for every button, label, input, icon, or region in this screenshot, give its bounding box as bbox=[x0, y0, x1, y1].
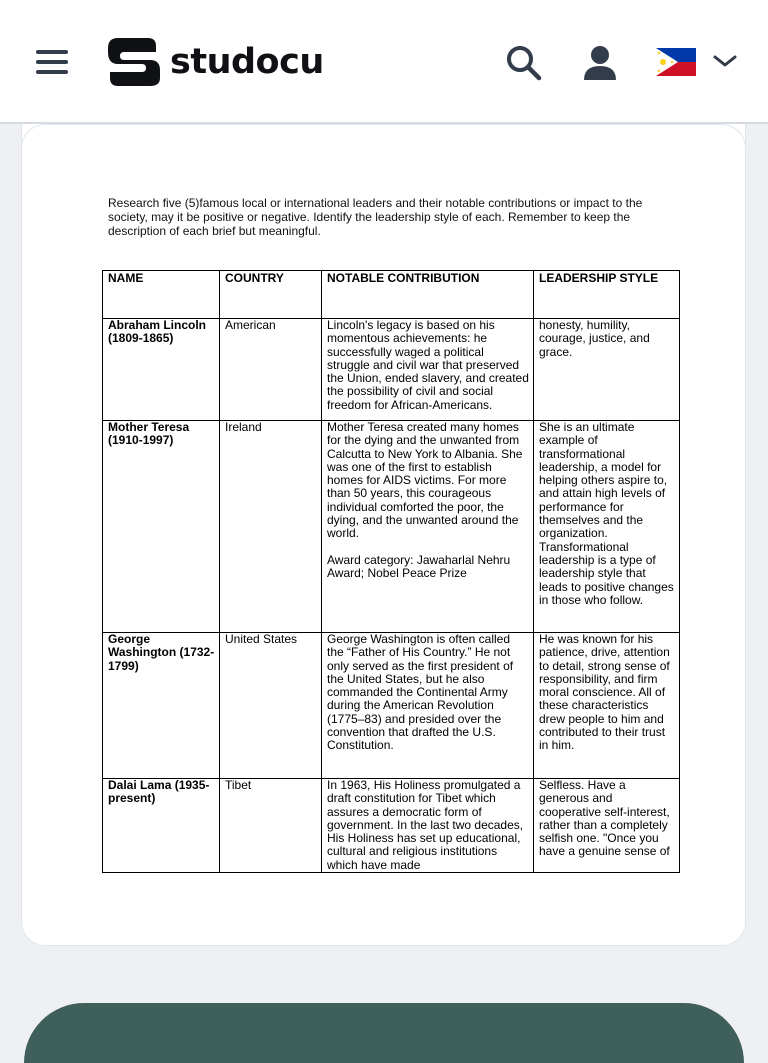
leadership-style-cell: Selfless. Have a generous and cooperative self-interest, rather than a completely selfish one. "Once you have a genuine sense of bbox=[534, 779, 680, 873]
assignment-instructions: Research five (5)famous local or international leaders and their notable contributions or impact to the society, may it be positive or negative. Identify the leadership style of each. Remember to keep the description of each brief but meaningful. bbox=[108, 196, 643, 238]
studocu-logo[interactable] bbox=[104, 36, 324, 88]
table-header-row bbox=[103, 271, 680, 319]
table-row bbox=[103, 779, 680, 873]
contribution-cell: George Washington is often called the “Father of His Country.” He not only served as the first president of the United States, but he also commanded the Continental Army during the American Revolution (1775–83) and presided over the convention that drafted the U.S. Constitution. bbox=[322, 633, 534, 779]
column-header: LEADERSHIP STYLE bbox=[534, 271, 680, 319]
leadership-style-cell: He was known for his patience, drive, attention to detail, strong sense of responsibility, and firm moral conscience. All of these characteristics drew people to him and contributed to their trust in him. bbox=[534, 633, 680, 779]
leadership-style-cell: honesty, humility, courage, justice, and grace. bbox=[534, 319, 680, 421]
column-header: COUNTRY bbox=[220, 271, 322, 319]
contribution-cell: Lincoln's legacy is based on his momentous achievements: he successfully waged a political struggle and civil war that preserved the Union, ended slavery, and created the possibility of civil and social freedom for African-Americans. bbox=[322, 319, 534, 421]
account-button[interactable] bbox=[580, 44, 620, 89]
language-selector[interactable] bbox=[656, 48, 696, 81]
country-cell: American bbox=[220, 319, 322, 421]
table-row bbox=[103, 421, 680, 633]
leader-name-cell: Abraham Lincoln (1809-1865) bbox=[103, 319, 220, 421]
contribution-cell: In 1963, His Holiness promulgated a draft constitution for Tibet which assures a democratic form of government. In the last two decades, His Holiness has set up educational, cultural and religious institutions which have made bbox=[322, 779, 534, 873]
country-cell: United States bbox=[220, 633, 322, 779]
country-cell: Tibet bbox=[220, 779, 322, 873]
search-icon bbox=[504, 43, 544, 83]
search-button[interactable] bbox=[504, 43, 544, 88]
contribution-cell: Mother Teresa created many homes for the dying and the unwanted from Calcutta to New York to Albania. She was one of the first to establish homes for AIDS victims. For more than 50 years, this courageous individual comforted the poor, the dying, and the unwanted around the world. Award category: Jawaharlal Nehru Award; Nobel Peace Prize bbox=[322, 421, 534, 633]
country-cell: Ireland bbox=[220, 421, 322, 633]
table-row bbox=[103, 319, 680, 421]
leader-name-cell: George Washington (1732- 1799) bbox=[103, 633, 220, 779]
leader-name-cell: Dalai Lama (1935-present) bbox=[103, 779, 220, 873]
hamburger-menu-icon[interactable] bbox=[34, 46, 72, 78]
studocu-logo-mark-icon bbox=[104, 36, 162, 88]
column-header: NAME bbox=[103, 271, 220, 319]
document-page bbox=[21, 124, 746, 946]
table-row bbox=[103, 633, 680, 779]
brand-name: studocu bbox=[170, 42, 324, 82]
top-navigation-bar bbox=[0, 0, 768, 124]
user-icon bbox=[580, 44, 620, 84]
bottom-banner bbox=[24, 1003, 744, 1063]
leadership-style-cell: She is an ultimate example of transformational leadership, a model for helping others aspire to, and attain high levels of performance for themselves and the organization. Transformational leadership is a type of leadership style that leads to positive changes in those who follow. bbox=[534, 421, 680, 633]
leader-name-cell: Mother Teresa (1910-1997) bbox=[103, 421, 220, 633]
philippines-flag-icon bbox=[656, 48, 696, 76]
language-dropdown-toggle[interactable] bbox=[712, 52, 738, 75]
leaders-table bbox=[102, 270, 680, 873]
chevron-down-icon bbox=[712, 52, 738, 70]
column-header: NOTABLE CONTRIBUTION bbox=[322, 271, 534, 319]
